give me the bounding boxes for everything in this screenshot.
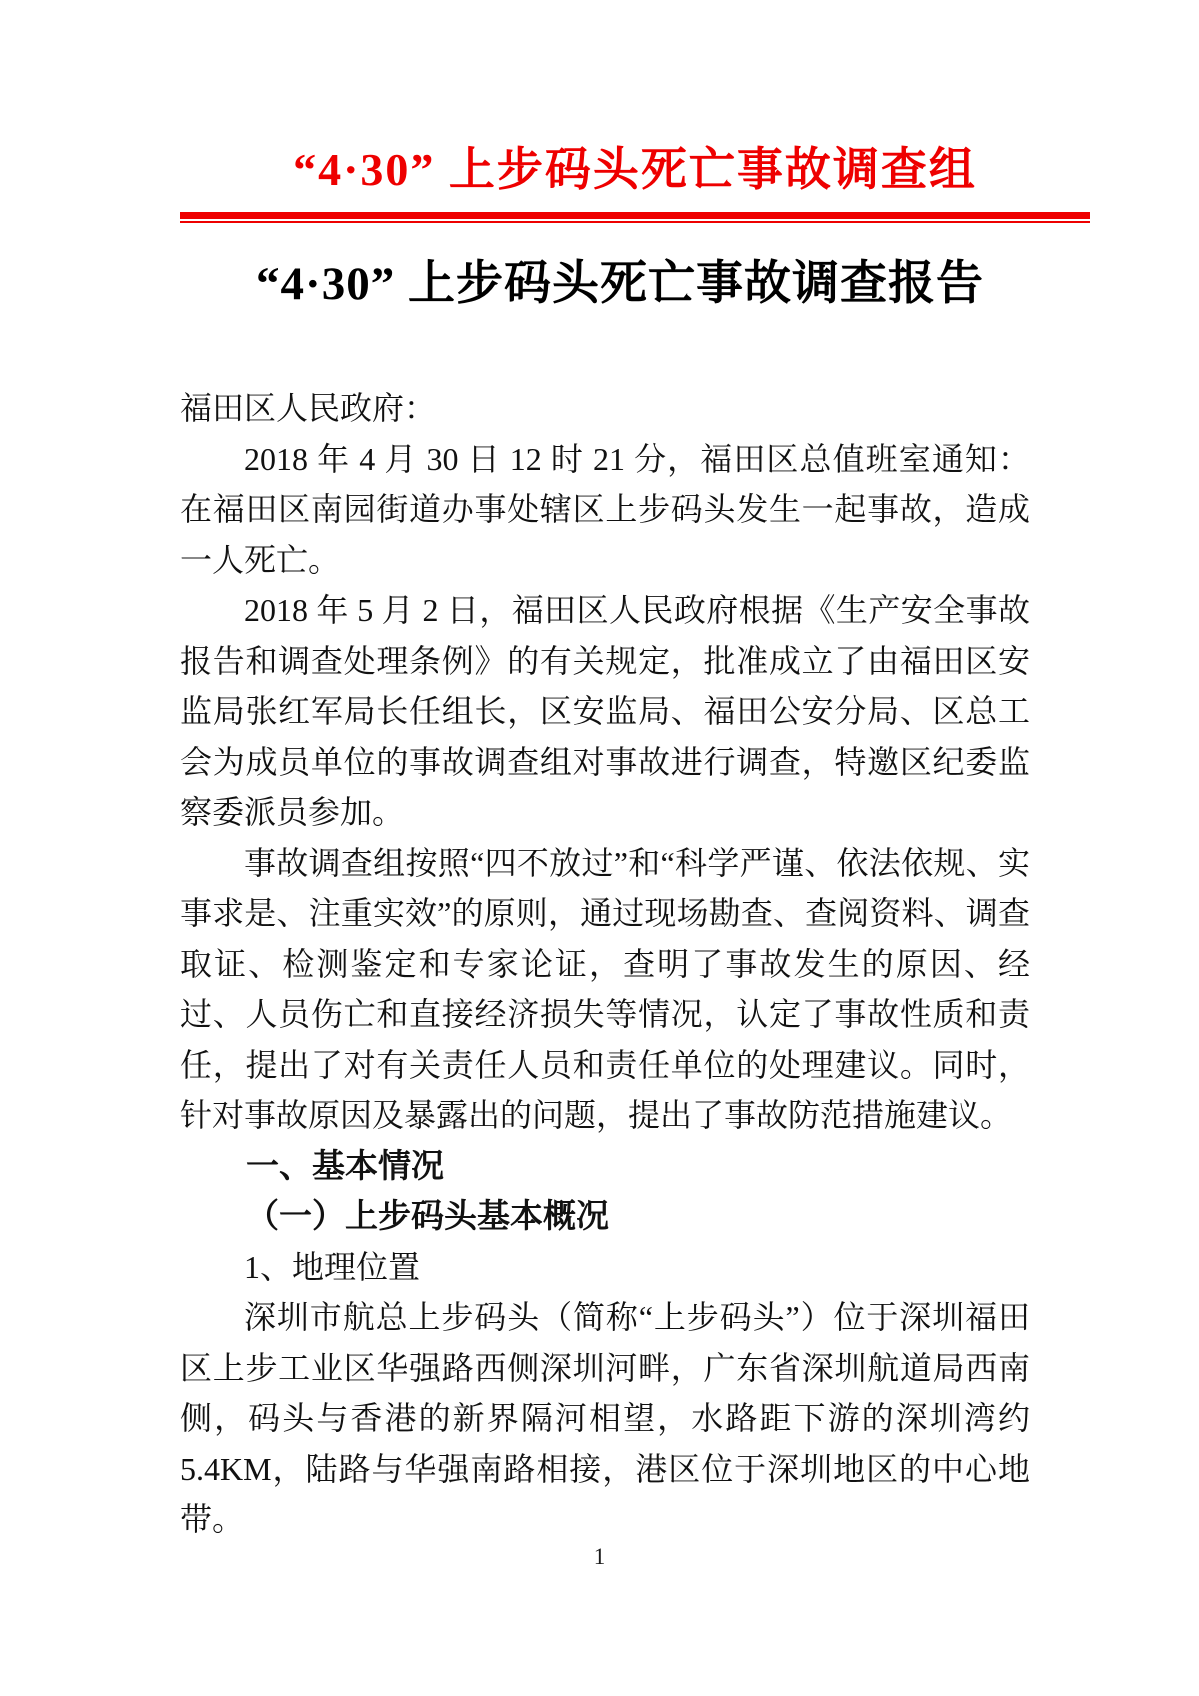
paragraph-incident-notification: 2018 年 4 月 30 日 12 时 21 分，福田区总值班室通知：在福田区南园街道办事处辖区上步码头发生一起事故，造成一人死亡。 <box>180 440 1030 578</box>
report-title: “4·30” 上步码头死亡事故调查报告 <box>256 258 984 310</box>
document-header <box>180 146 1090 223</box>
subsection-heading-dock-overview: （一）上步码头基本概况 <box>246 1197 609 1234</box>
rule-thin-line <box>180 221 1090 223</box>
page-footer <box>0 1542 1199 1572</box>
page-number: 1 <box>593 1544 606 1569</box>
rule-thick-line <box>180 212 1090 219</box>
salutation: 福田区人民政府： <box>180 390 437 426</box>
header-double-rule <box>180 212 1090 223</box>
report-body <box>180 383 1030 1545</box>
paragraph-investigation-principles: 事故调查组按照“四不放过”和“科学严谨、依法依规、实事求是、注重实效”的原则，通过现场勘查、查阅资料、调查取证、检测鉴定和专家论证，查明了事故发生的原因、经过、人员伤亡和直接经济损失等情况，认定了事故性质和责任，提出了对有关责任人员和责任单位的处理建议。同时，针对事故原因及暴露出的问题，提出了事故防范措施建议。 <box>180 844 1030 1133</box>
header-banner-title: “4·30” 上步码头死亡事故调查组 <box>293 144 977 195</box>
section-heading-basic-situation: 一、基本情况 <box>246 1146 444 1184</box>
subsubsection-heading-geographic-location: 1、地理位置 <box>244 1248 421 1285</box>
paragraph-dock-location: 深圳市航总上步码头（简称“上步码头”）位于深圳福田区上步工业区华强路西侧深圳河畔，广东省深圳航道局西南侧，码头与香港的新界隔河相望，水路距下游的深圳湾约 5.4KM，陆路与华强南路相接，港区位于深圳地区的中心地带。 <box>180 1299 1030 1537</box>
paragraph-investigation-team-formation: 2018 年 5 月 2 日，福田区人民政府根据《生产安全事故报告和调查处理条例》的有关规定，批准成立了由福田区安监局张红军局长任组长，区安监局、福田公安分局、区总工会为成员单位的事故调查组对事故进行调查，特邀区纪委监察委派员参加。 <box>180 592 1030 830</box>
